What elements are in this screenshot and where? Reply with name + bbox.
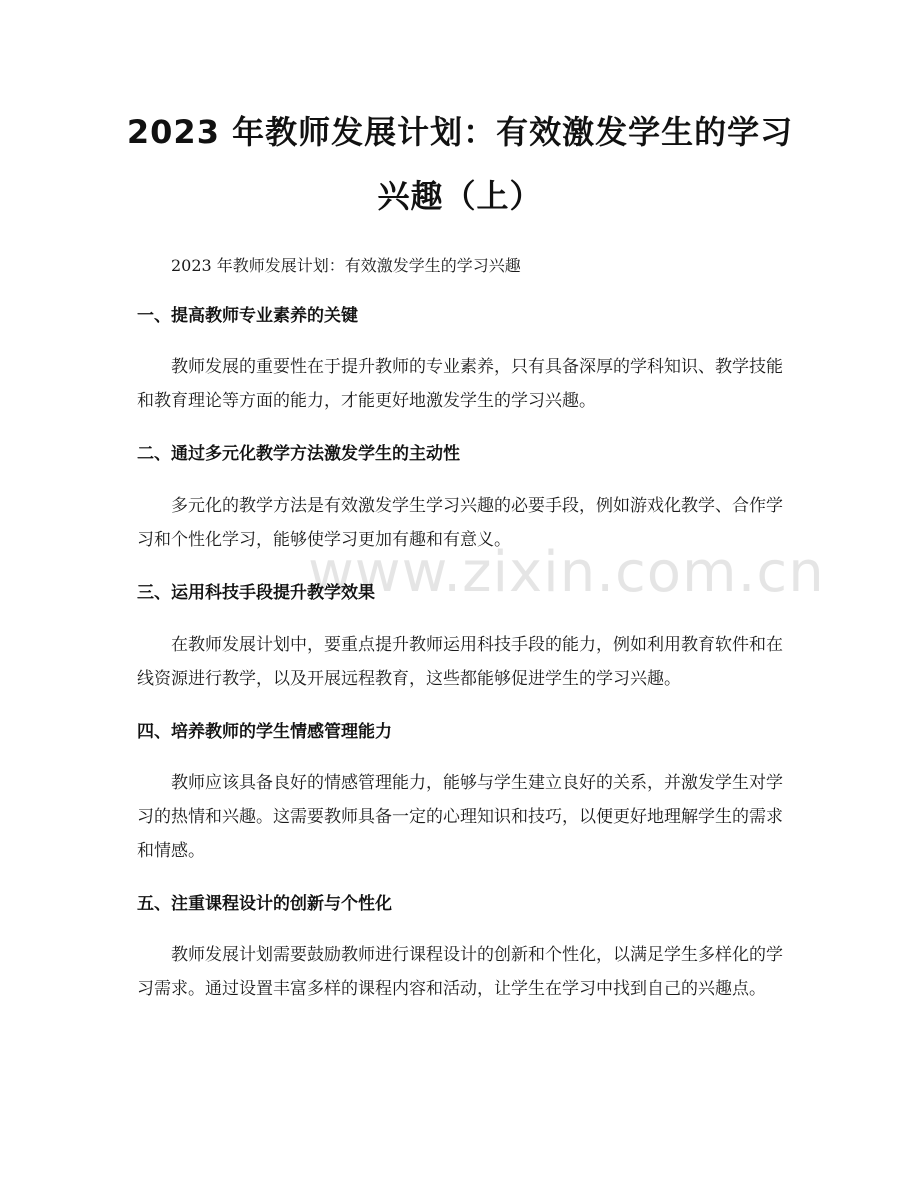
section-3-heading: 三、运用科技手段提升教学效果 [137,583,375,603]
section-1-heading: 一、提高教师专业素养的关键 [137,306,358,326]
title-line-1: 2023 年教师发展计划：有效激发学生的学习 [126,113,794,151]
section-4-body: 教师应该具备良好的情感管理能力，能够与学生建立良好的关系，并激发学生对学习的热情和兴趣。这需要教师具备一定的心理知识和技巧，以便更好地理解学生的需求和情感。 [137,773,783,861]
section-2-heading: 二、通过多元化教学方法激发学生的主动性 [137,444,460,464]
title-line-2: 兴趣（上） [377,177,543,215]
section-1-body: 教师发展的重要性在于提升教师的专业素养，只有具备深厚的学科知识、教学技能和教育理论等方面的能力，才能更好地激发学生的学习兴趣。 [137,357,783,411]
section-3-body: 在教师发展计划中，要重点提升教师运用科技手段的能力，例如利用教育软件和在线资源进行教学，以及开展远程教育，这些都能够促进学生的学习兴趣。 [137,635,783,689]
document-subtitle: 2023 年教师发展计划：有效激发学生的学习兴趣 [171,256,521,275]
watermark: www.zixin.com.cn [308,540,825,605]
section-5-body: 教师发展计划需要鼓励教师进行课程设计的创新和个性化，以满足学生多样化的学习需求。通过设置丰富多样的课程内容和活动，让学生在学习中找到自己的兴趣点。 [137,945,783,999]
section-5-heading: 五、注重课程设计的创新与个性化 [137,894,392,914]
section-4-heading: 四、培养教师的学生情感管理能力 [137,722,392,742]
section-2-body: 多元化的教学方法是有效激发学生学习兴趣的必要手段，例如游戏化教学、合作学习和个性化学习，能够使学习更加有趣和有意义。 [137,496,783,550]
document-title [120,100,800,228]
